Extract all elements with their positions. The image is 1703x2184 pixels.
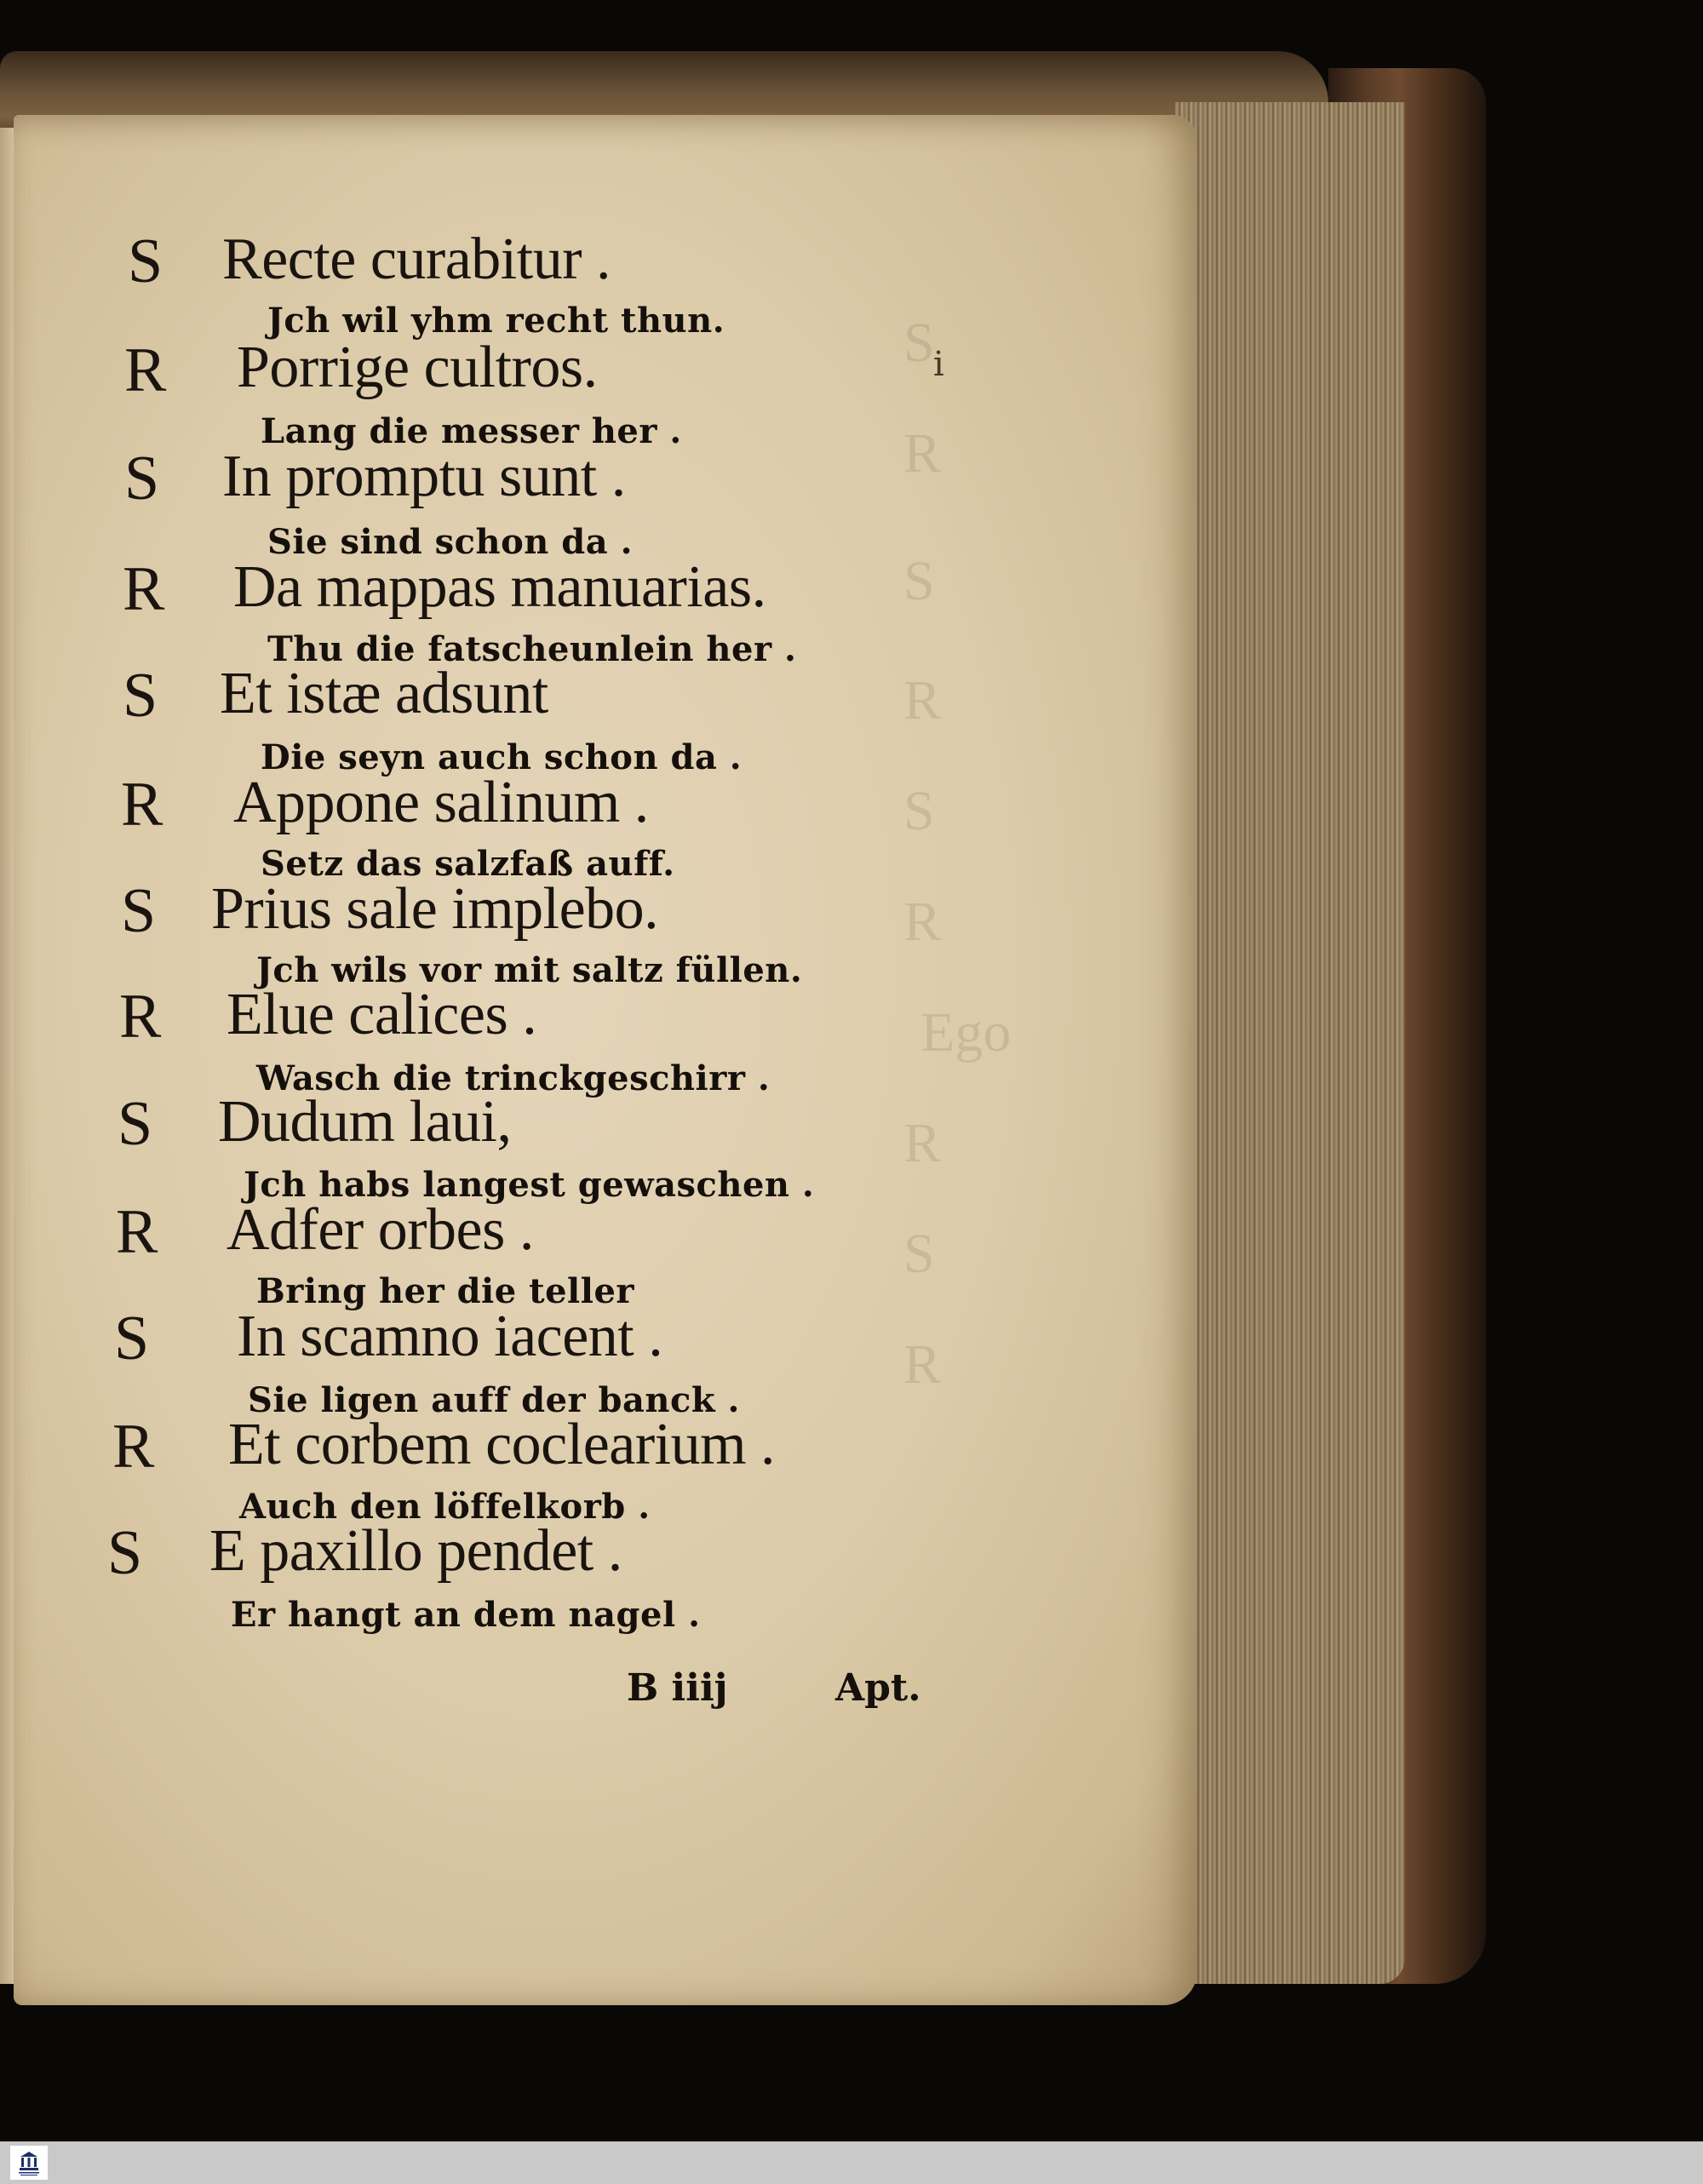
speaker-label: R xyxy=(124,335,167,405)
speaker-label: S xyxy=(107,1518,143,1588)
latin-line: Dudum laui, xyxy=(218,1089,512,1155)
latin-line: E paxillo pendet . xyxy=(209,1518,622,1584)
speaker-label: R xyxy=(121,770,163,840)
show-through-text: S xyxy=(903,1223,935,1285)
latin-line: Recte curabitur . xyxy=(222,226,611,292)
latin-line: Porrige cultros. xyxy=(237,335,598,400)
german-line: Jch wil yhm recht thun. xyxy=(267,301,725,341)
latin-line: Da mappas manuarias. xyxy=(233,554,766,620)
speaker-label: S xyxy=(128,226,163,296)
german-line: Er hangt an dem nagel . xyxy=(231,1595,701,1635)
book-page xyxy=(14,115,1197,2005)
latin-line: Elue calices . xyxy=(226,982,537,1047)
german-line: Auch den löffelkorb . xyxy=(239,1487,651,1527)
german-line: Bring her die teller xyxy=(256,1271,634,1311)
page-fore-edge xyxy=(1175,102,1405,1984)
german-line: Lang die messer her . xyxy=(261,411,682,451)
speaker-label: S xyxy=(121,876,157,946)
german-line: Wasch die trinckgeschirr . xyxy=(256,1058,771,1098)
speaker-label: R xyxy=(116,1197,158,1267)
german-line: Die seyn auch schon da . xyxy=(261,737,743,777)
latin-line: In promptu sunt . xyxy=(222,444,626,509)
german-line: Sie sind schon da . xyxy=(267,522,634,562)
show-through-text: S xyxy=(903,780,935,842)
latin-line: Et istæ adsunt xyxy=(220,661,548,726)
german-line: Jch habs langest gewaschen . xyxy=(244,1165,815,1205)
folio-mark: i xyxy=(933,345,944,384)
speaker-label: R xyxy=(112,1412,155,1482)
german-line: Jch wils vor mit saltz füllen. xyxy=(256,950,803,990)
speaker-label: S xyxy=(114,1304,150,1373)
speaker-label: S xyxy=(118,1089,153,1159)
latin-line: Prius sale implebo. xyxy=(211,876,659,942)
show-through-text: Ego xyxy=(920,1001,1012,1063)
speaker-label: S xyxy=(124,444,160,513)
show-through-text: S xyxy=(903,312,935,374)
show-through-text: S xyxy=(903,550,935,612)
speaker-label: R xyxy=(119,982,162,1052)
show-through-text: R xyxy=(903,669,942,731)
catchword: Apt. xyxy=(835,1666,921,1710)
latin-line: Et corbem coclearium . xyxy=(228,1412,776,1477)
latin-line: Appone salinum . xyxy=(233,770,649,835)
show-through-text: R xyxy=(903,891,942,953)
latin-line: In scamno iacent . xyxy=(237,1304,663,1369)
signature-mark: B iiij xyxy=(627,1666,728,1710)
german-line: Thu die fatscheunlein her . xyxy=(267,629,797,669)
show-through-text: R xyxy=(903,1112,942,1174)
speaker-label: R xyxy=(123,554,165,624)
latin-line: Adfer orbes . xyxy=(226,1197,534,1263)
german-line: Setz das salzfaß auff. xyxy=(261,844,675,884)
speaker-label: S xyxy=(123,661,158,731)
show-through-text: R xyxy=(903,1333,942,1396)
viewer-footer-bar xyxy=(0,2141,1703,2184)
library-logo-icon[interactable] xyxy=(10,2146,48,2180)
show-through-text: R xyxy=(903,422,942,484)
german-line: Sie ligen auff der banck . xyxy=(248,1380,740,1420)
